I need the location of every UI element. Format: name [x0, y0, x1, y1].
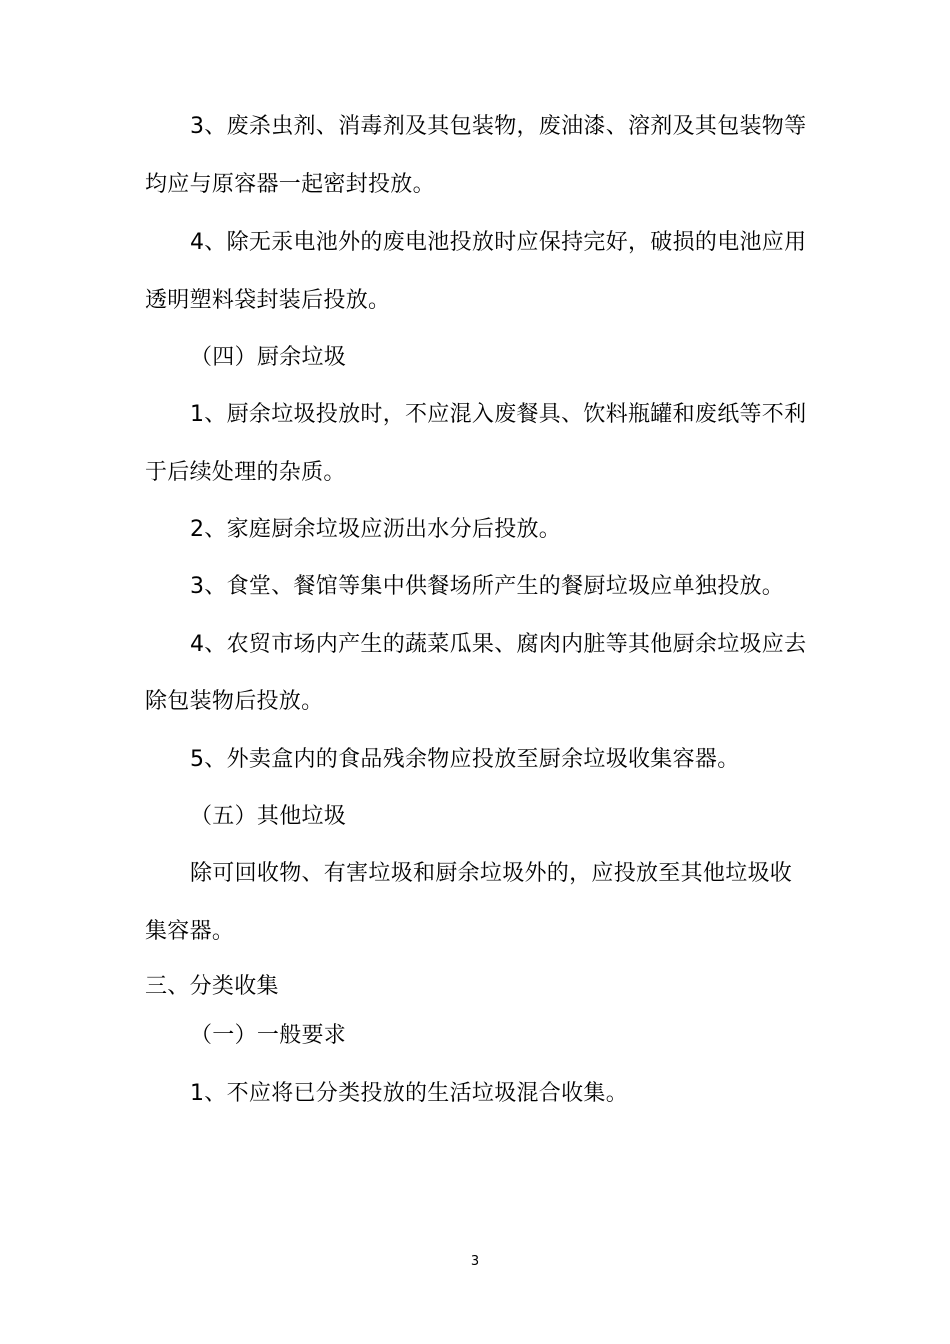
text-line-15: 集容器。	[145, 919, 235, 944]
text-line-6: 1、厨余垃圾投放时，不应混入废餐具、饮料瓶罐和废纸等不利	[190, 402, 807, 427]
chapter-heading-sorted-collection: 三、分类收集	[145, 974, 279, 999]
section-heading-other-waste: （五）其他垃圾	[190, 804, 347, 829]
text-line-4: 透明塑料袋封装后投放。	[145, 288, 391, 313]
section-heading-kitchen-waste: （四）厨余垃圾	[190, 345, 347, 370]
page-number: 3	[470, 1254, 480, 1269]
text-line-12: 5、外卖盒内的食品残余物应投放至厨余垃圾收集容器。	[190, 747, 740, 772]
text-line-14: 除可回收物、有害垃圾和厨余垃圾外的，应投放至其他垃圾收	[190, 861, 793, 886]
text-line-3: 4、除无汞电池外的废电池投放时应保持完好，破损的电池应用	[190, 230, 807, 255]
section-heading-general-requirements: （一）一般要求	[190, 1023, 347, 1048]
text-line-9: 3、食堂、餐馆等集中供餐场所产生的餐厨垃圾应单独投放。	[190, 574, 785, 599]
text-line-1: 3、废杀虫剂、消毒剂及其包装物，废油漆、溶剂及其包装物等	[190, 114, 807, 139]
text-line-11: 除包装物后投放。	[145, 689, 324, 714]
text-line-7: 于后续处理的杂质。	[145, 460, 346, 485]
text-line-18: 1、不应将已分类投放的生活垃圾混合收集。	[190, 1081, 628, 1106]
text-line-2: 均应与原容器一起密封投放。	[145, 172, 435, 197]
text-line-10: 4、农贸市场内产生的蔬菜瓜果、腐肉内脏等其他厨余垃圾应去	[190, 632, 807, 657]
text-line-8: 2、家庭厨余垃圾应沥出水分后投放。	[190, 517, 562, 542]
